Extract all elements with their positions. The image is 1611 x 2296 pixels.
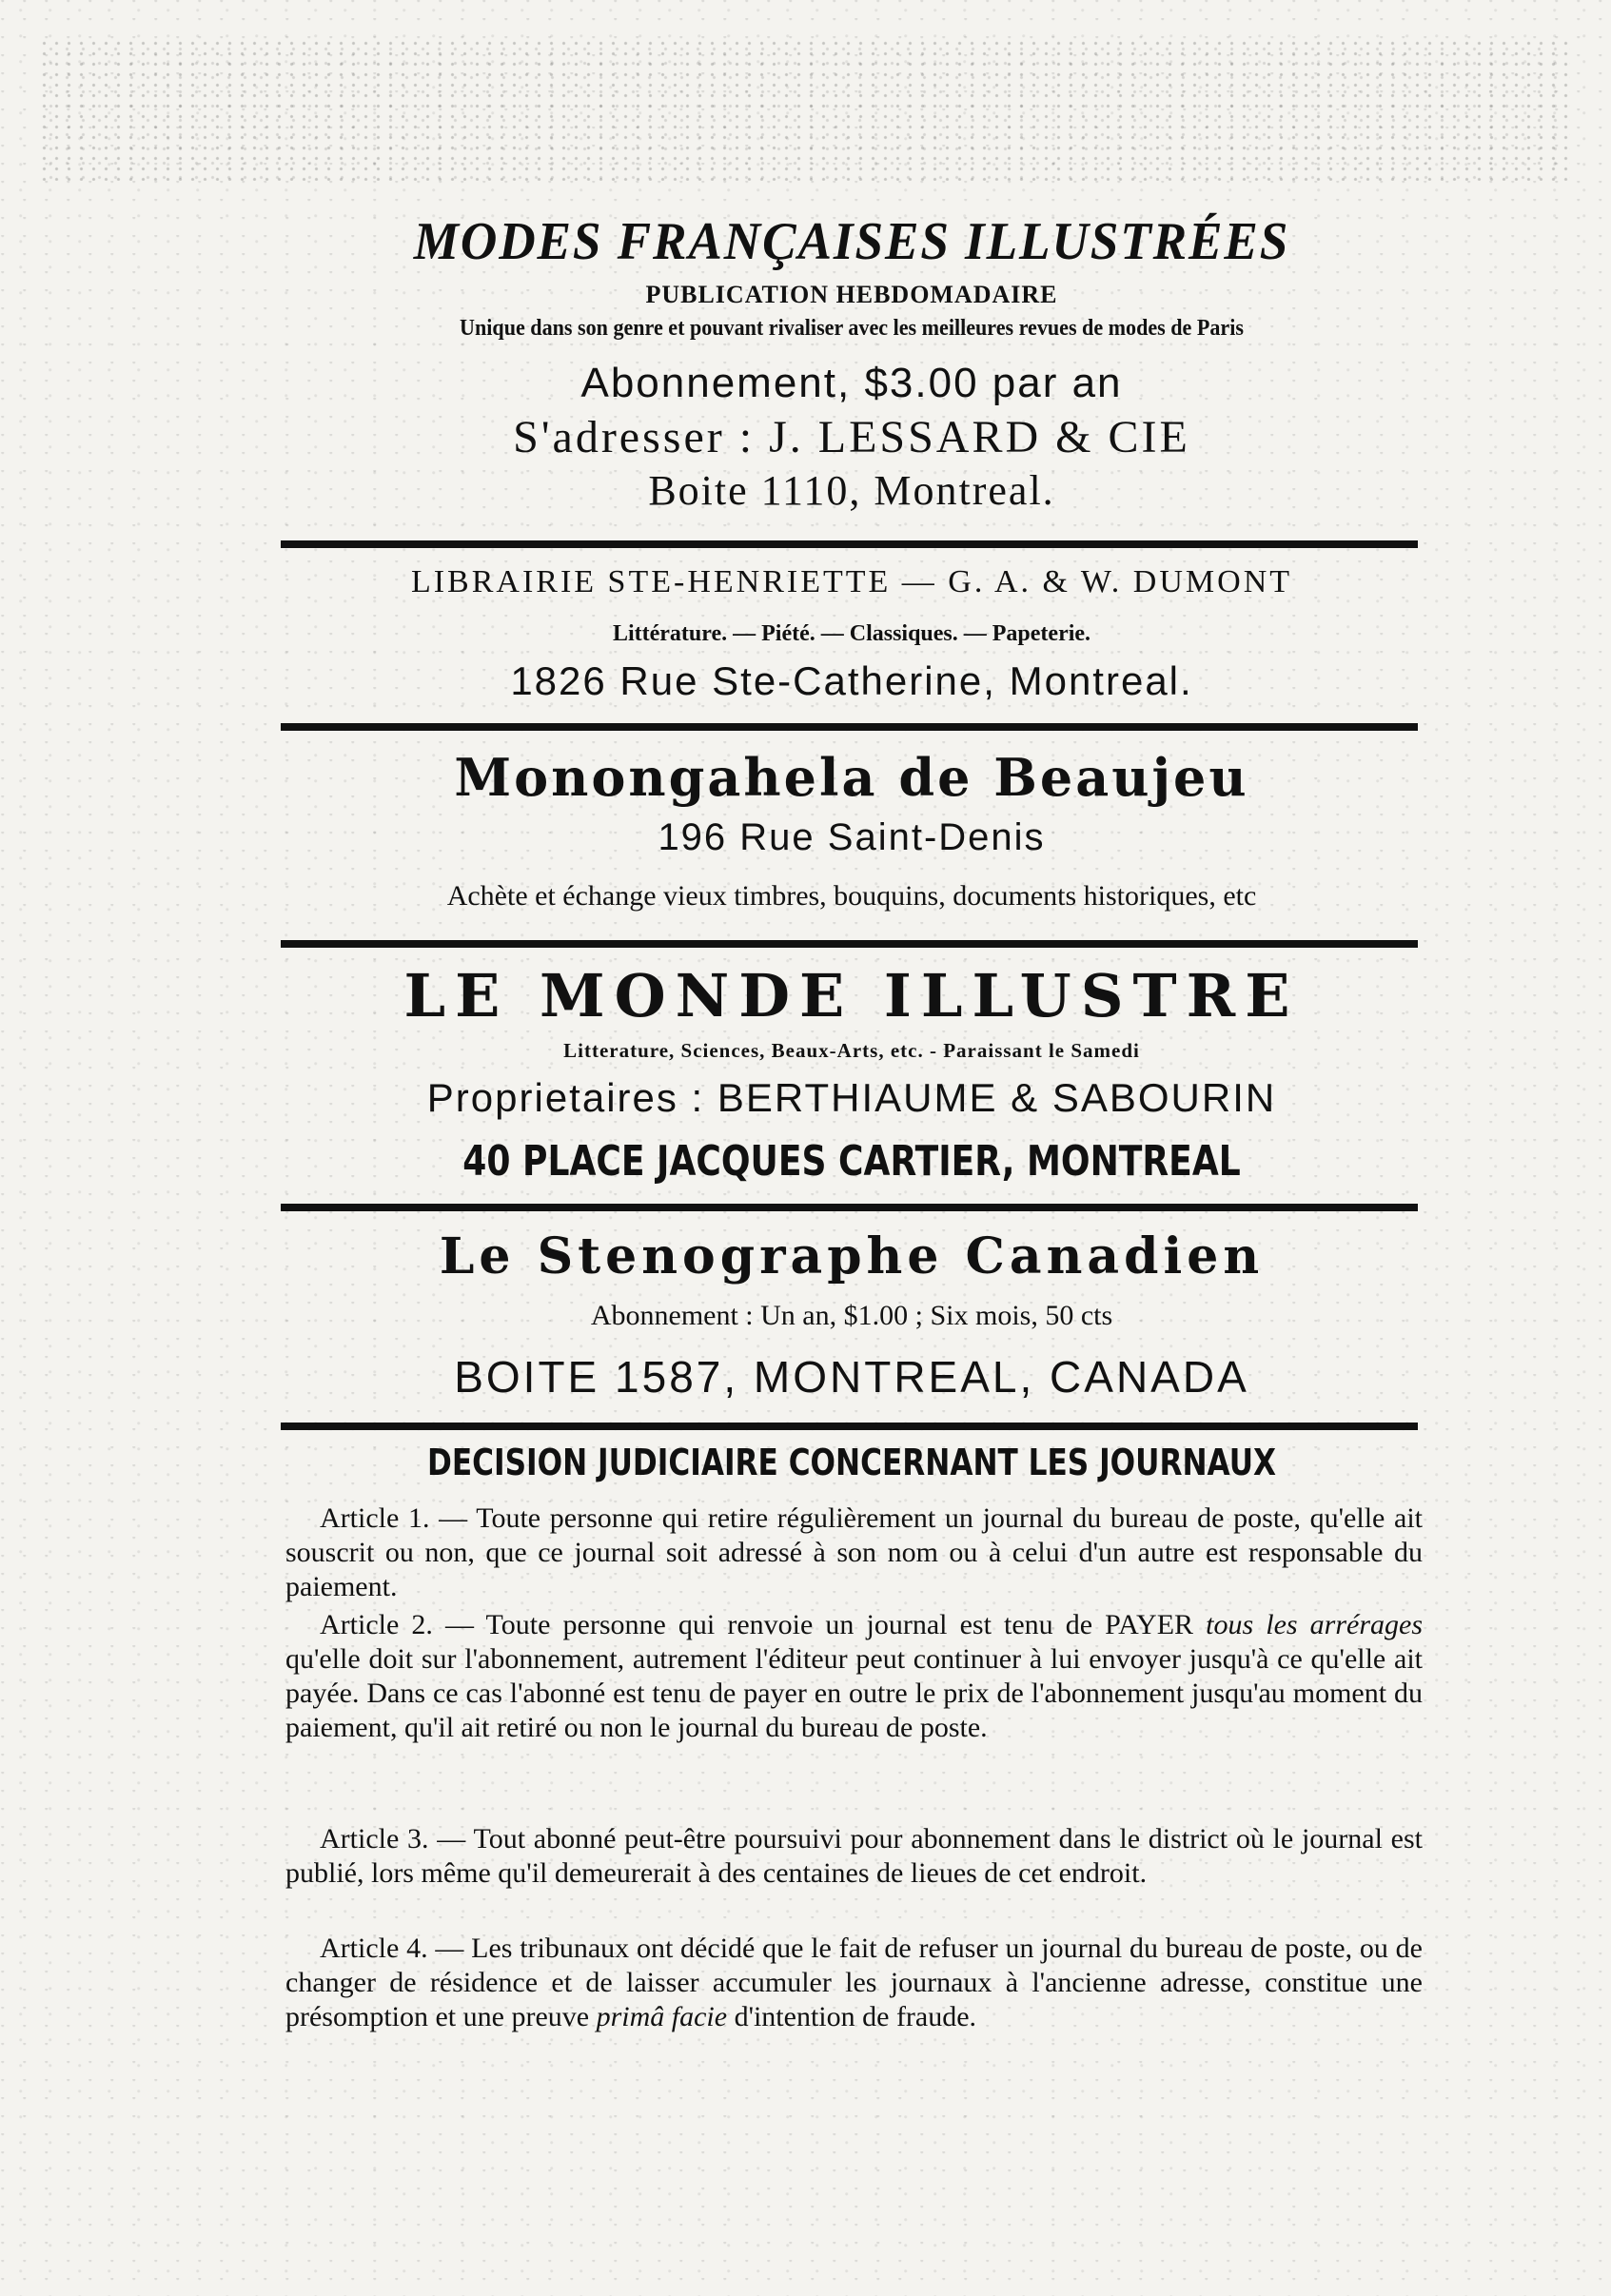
- article-4-emphasis: primâ facie: [596, 2001, 728, 2032]
- modes-subtitle: PUBLICATION HEBDOMADAIRE: [645, 281, 1058, 308]
- article-4-text-end: d'intention de fraude.: [727, 2001, 977, 2032]
- monde-title: LE MONDE ILLUSTRE: [403, 961, 1300, 1030]
- modes-title: MODES FRANÇAISES ILLUSTRÉES: [413, 212, 1290, 271]
- article-3: Article 3. — Tout abonné peut-être poursuivi pour abonnement dans le district où le journal est publié, lors même qu'il demeurerait à des centaines de lieues de cet endroit.: [285, 1823, 1423, 1889]
- modes-contact: S'adresser : J. LESSARD & CIE: [513, 412, 1190, 462]
- divider-rule: [281, 540, 1418, 548]
- monde-subtitle: Litterature, Sciences, Beaux-Arts, etc. - Paraissant le Samedi: [563, 1039, 1140, 1062]
- stenographe-title: Le Stenographe Canadien: [439, 1227, 1265, 1285]
- modes-address: Boite 1110, Montreal.: [648, 467, 1055, 514]
- divider-rule: [281, 723, 1418, 731]
- monde-owners: Proprietaires : BERTHIAUME & SABOURIN: [426, 1075, 1277, 1120]
- stenographe-address: BOITE 1587, MONTREAL, CANADA: [454, 1352, 1249, 1402]
- stenographe-subscription: Abonnement : Un an, $1.00 ; Six mois, 50 cts: [590, 1300, 1113, 1331]
- modes-subscription: Abonnement, $3.00 par an: [580, 360, 1123, 406]
- monongahela-title: Monongahela de Beaujeu: [454, 747, 1249, 808]
- divider-rule: [281, 1423, 1418, 1430]
- print-speckle: [38, 38, 1570, 181]
- monongahela-description: Achète et échange vieux timbres, bouquins, documents historiques, etc: [446, 880, 1257, 912]
- article-4: [285, 1932, 1423, 2034]
- divider-rule: [281, 1204, 1418, 1211]
- librairie-subtitle: Littérature. — Piété. — Classiques. — Papeterie.: [612, 621, 1091, 646]
- article-1: Article 1. — Toute personne qui retire régulièrement un journal du bureau de poste, qu'elle ait souscrit ou non, que ce journal soit adressé à son nom ou à celui d'un autre est responsable du paiement.: [285, 1502, 1423, 1602]
- article-4-text: Article 4. — Les tribunaux ont décidé que le fait de refuser un journal du bureau de poste, ou de changer de résidence et de laisser accumuler les journaux à l'ancienne adresse, constitue une présomption et une preuve: [285, 1933, 1423, 2032]
- librairie-address: 1826 Rue Ste-Catherine, Montreal.: [510, 658, 1193, 703]
- article-2-emphasis: tous les arrérages: [1206, 1609, 1424, 1640]
- modes-description: Unique dans son genre et pouvant rivaliser avec les meilleures revues de modes de Paris: [460, 316, 1244, 341]
- article-2-text: Article 2. — Toute personne qui renvoie un journal est tenu de PAYER: [320, 1609, 1207, 1640]
- article-2-text-end: qu'elle doit sur l'abonnement, autrement l'éditeur peut continuer à lui envoyer jusqu'à ce qu'elle ait payée. Dans ce cas l'abonné est tenu de payer en outre le prix de l'abonnement jusqu'au moment du paiement, qu'il ait retiré ou non le journal du bureau de poste.: [285, 1643, 1423, 1743]
- article-2: [285, 1608, 1423, 1745]
- decision-heading: DECISION JUDICIAIRE CONCERNANT LES JOURNAUX: [426, 1442, 1277, 1483]
- monongahela-address: 196 Rue Saint-Denis: [658, 816, 1046, 858]
- monde-address: 40 PLACE JACQUES CARTIER, MONTREAL: [462, 1137, 1241, 1186]
- librairie-title: LIBRAIRIE STE-HENRIETTE — G. A. & W. DUMONT: [410, 564, 1293, 599]
- divider-rule: [281, 940, 1418, 948]
